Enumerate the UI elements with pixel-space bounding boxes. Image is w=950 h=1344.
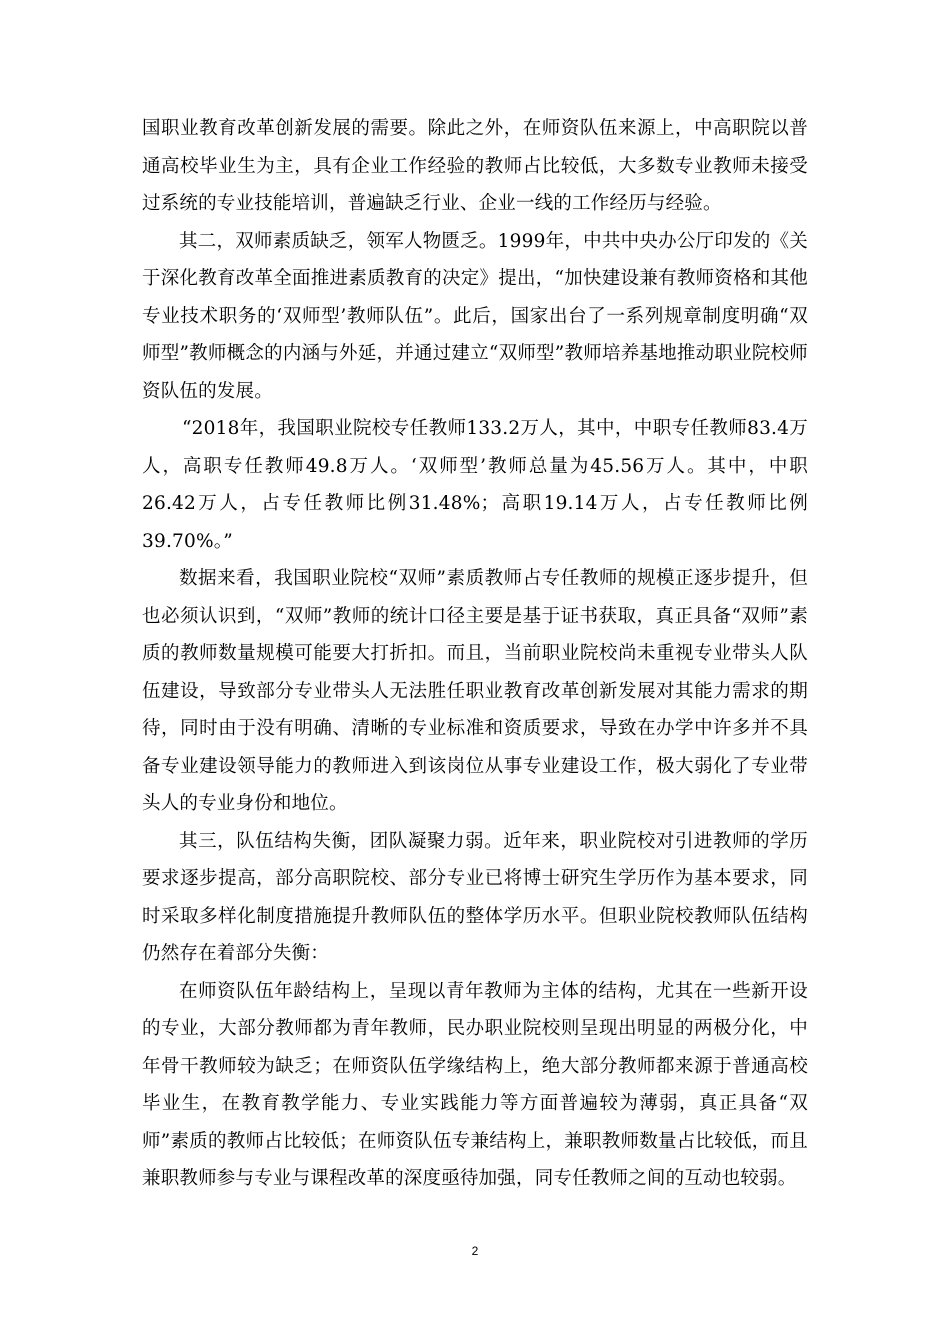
paragraph-continuation: 国职业教育改革创新发展的需要。除此之外，在师资队伍来源上，中高职院以普通高校毕业生为主，具有企业工作经验的教师占比较低，大多数专业教师未接受过系统的专业技能培训，普遍缺乏行业、企业一线的工作经历与经验。 <box>142 118 808 214</box>
paragraph-double-qualified: 其二，双师素质缺乏，领军人物匮乏。1999年，中共中央办公厅印发的《关于深化教育改革全面推进素质教育的决定》提出，“加快建设兼有教师资格和其他专业技术职务的‘双师型’教师队伍”。此后，国家出台了一系列规章制度明确“双师型”教师概念的内涵与外延，并通过建立“双师型”教师培养基地推动职业院校师资队伍的发展。 <box>142 230 808 402</box>
paragraph-data-analysis: 数据来看，我国职业院校“双师”素质教师占专任教师的规模正逐步提升，但也必须认识到，“双师”教师的统计口径主要是基于证书获取，真正具备“双师”素质的教师数量规模可能要大打折扣。而且，当前职业院校尚未重视专业带头人队伍建设，导致部分专业带头人无法胜任职业教育改革创新发展对其能力需求的期待，同时由于没有明确、清晰的专业标准和资质要求，导致在办学中许多并不具备专业建设领导能力的教师进入到该岗位从事专业建设工作，极大弱化了专业带头人的专业身份和地位。 <box>142 568 808 814</box>
paragraph-statistics-quote: “2018年，我国职业院校专任教师133.2万人，其中，中职专任教师83.4万人，高职专任教师49.8万人。‘双师型’教师总量为45.56万人。其中，中职26.42万人，占专任教师比例31.48%；高职19.14万人，占专任教师比例39.70%。” <box>142 418 808 552</box>
paragraph-structure-details: 在师资队伍年龄结构上，呈现以青年教师为主体的结构，尤其在一些新开设的专业，大部分教师都为青年教师，民办职业院校则呈现出明显的两极分化，中年骨干教师较为缺乏；在师资队伍学缘结构上，绝大部分教师都来源于普通高校毕业生，在教育教学能力、专业实践能力等方面普遍较为薄弱，真正具备“双师”素质的教师占比较低；在师资队伍专兼结构上，兼职教师数量占比较低，而且兼职教师参与专业与课程改革的深度亟待加强，同专任教师之间的互动也较弱。 <box>142 980 808 1189</box>
document-body <box>142 110 808 1198</box>
page-number: 2 <box>471 1244 479 1258</box>
paragraph-structure-imbalance: 其三，队伍结构失衡，团队凝聚力弱。近年来，职业院校对引进教师的学历要求逐步提高，部分高职院校、部分专业已将博士研究生学历作为基本要求，同时采取多样化制度措施提升教师队伍的整体学历水平。但职业院校教师队伍结构仍然存在着部分失衡： <box>142 830 808 964</box>
